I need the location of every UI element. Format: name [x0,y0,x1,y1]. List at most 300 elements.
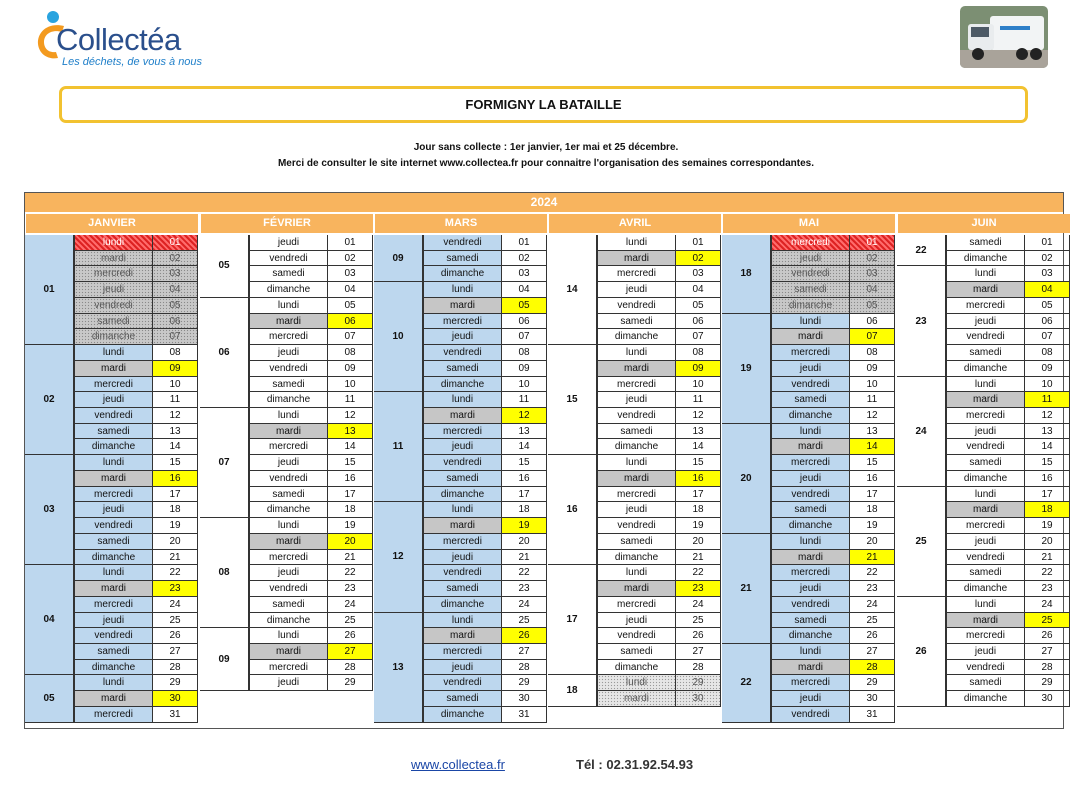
day-name: lundi [423,613,502,629]
day-row [946,266,1070,282]
day-row [597,345,721,361]
day-row [249,534,373,550]
day-number: 25 [502,613,547,629]
day-number: 08 [153,345,198,361]
collection-day-number: 23 [676,581,721,597]
day-name: dimanche [946,691,1025,707]
day-number: 27 [850,644,895,660]
day-name: dimanche [946,581,1025,597]
day-name: mercredi [771,345,850,361]
commune-title: FORMIGNY LA BATAILLE [59,86,1028,123]
day-row [946,251,1070,267]
day-name: mercredi [771,675,850,691]
day-name: mercredi [771,235,850,251]
day-name: vendredi [74,628,153,644]
day-name: lundi [597,345,676,361]
day-row [946,329,1070,345]
day-row [597,691,721,707]
day-row [946,613,1070,629]
collection-day-number: 09 [153,361,198,377]
day-name: mardi [249,314,328,330]
day-number: 13 [502,424,547,440]
day-row [249,628,373,644]
day-row [771,361,895,377]
day-row [74,282,198,298]
day-number: 24 [328,597,373,613]
day-name: jeudi [249,345,328,361]
collection-day-number: 20 [328,534,373,550]
collection-day-number: 06 [328,314,373,330]
day-name: mercredi [771,565,850,581]
day-row [423,550,547,566]
day-name: vendredi [249,361,328,377]
day-name: mercredi [74,377,153,393]
day-number: 12 [328,408,373,424]
day-name: jeudi [771,361,850,377]
day-row [74,550,198,566]
day-name: mercredi [423,644,502,660]
day-name: vendredi [771,487,850,503]
day-name: jeudi [597,282,676,298]
week-number: 21 [722,534,771,644]
day-number: 19 [676,518,721,534]
day-name: dimanche [423,707,502,723]
day-name: vendredi [771,597,850,613]
day-row [597,550,721,566]
day-number: 11 [502,392,547,408]
month-column [897,235,1071,723]
day-number: 11 [328,392,373,408]
day-row [249,439,373,455]
day-row [597,597,721,613]
day-number: 31 [502,707,547,723]
day-number: 23 [850,581,895,597]
day-number: 01 [328,235,373,251]
day-name: dimanche [597,329,676,345]
day-number: 10 [502,377,547,393]
day-name: dimanche [74,329,153,345]
day-name: dimanche [597,439,676,455]
day-name: samedi [946,345,1025,361]
day-name: jeudi [771,471,850,487]
day-name: samedi [249,377,328,393]
day-number: 03 [502,266,547,282]
day-row [249,455,373,471]
day-name: lundi [249,518,328,534]
day-name: lundi [423,392,502,408]
day-name: mardi [771,550,850,566]
day-name: mercredi [946,408,1025,424]
day-row [771,439,895,455]
day-name: mardi [597,581,676,597]
day-row [946,424,1070,440]
day-row [249,487,373,503]
day-number: 07 [1025,329,1070,345]
day-row [423,251,547,267]
day-row [771,424,895,440]
day-number: 19 [328,518,373,534]
day-row [597,282,721,298]
day-number: 02 [328,251,373,267]
day-name: mercredi [771,455,850,471]
day-row [423,235,547,251]
day-name: samedi [946,675,1025,691]
garbage-truck-photo [960,6,1048,68]
day-number: 15 [153,455,198,471]
day-row [597,471,721,487]
day-row [946,628,1070,644]
day-number: 25 [328,613,373,629]
day-name: mercredi [74,597,153,613]
day-number: 02 [850,251,895,267]
day-name: mercredi [597,266,676,282]
day-number: 16 [1025,471,1070,487]
day-name: vendredi [74,298,153,314]
day-number: 12 [676,408,721,424]
day-row [771,266,895,282]
day-number: 05 [328,298,373,314]
day-number: 01 [1025,235,1070,251]
day-number: 13 [1025,424,1070,440]
day-row [423,408,547,424]
day-number: 03 [153,266,198,282]
day-name: jeudi [597,502,676,518]
collection-calendar [24,192,1064,729]
day-number: 06 [1025,314,1070,330]
day-row [946,377,1070,393]
day-name: vendredi [74,518,153,534]
day-number: 08 [676,345,721,361]
day-number: 24 [850,597,895,613]
day-name: mercredi [249,660,328,676]
day-number: 09 [1025,361,1070,377]
day-name: lundi [74,565,153,581]
day-number: 17 [850,487,895,503]
day-name: mardi [74,361,153,377]
day-row [771,392,895,408]
day-row [249,408,373,424]
day-row [423,675,547,691]
day-number: 30 [1025,691,1070,707]
day-name: dimanche [771,298,850,314]
collection-day-number: 18 [1025,502,1070,518]
day-name: jeudi [74,502,153,518]
day-row [946,282,1070,298]
day-row [74,691,198,707]
day-name: samedi [423,251,502,267]
day-row [771,298,895,314]
day-row [423,266,547,282]
week-number: 04 [25,565,74,675]
collection-day-number: 25 [1025,613,1070,629]
day-row [249,424,373,440]
day-row [423,707,547,723]
day-number: 13 [676,424,721,440]
day-name: mercredi [74,266,153,282]
day-row [423,565,547,581]
week-number: 14 [548,235,597,345]
collection-day-number: 28 [850,660,895,676]
day-row [771,644,895,660]
day-number: 04 [676,282,721,298]
day-name: lundi [74,345,153,361]
day-row [946,534,1070,550]
collection-day-number: 09 [676,361,721,377]
week-number: 05 [25,675,74,722]
day-row [423,597,547,613]
day-name: jeudi [249,675,328,691]
day-number: 30 [502,691,547,707]
day-number: 28 [1025,660,1070,676]
day-name: samedi [74,534,153,550]
day-name: dimanche [249,392,328,408]
day-number: 04 [850,282,895,298]
week-number: 06 [200,298,249,408]
day-row [597,581,721,597]
day-row [946,361,1070,377]
day-name: mardi [597,361,676,377]
day-row [423,628,547,644]
day-name: lundi [249,628,328,644]
day-row [597,329,721,345]
day-row [423,660,547,676]
day-name: mardi [597,251,676,267]
day-name: vendredi [423,565,502,581]
day-name: jeudi [423,439,502,455]
day-name: mardi [423,518,502,534]
day-name: jeudi [597,392,676,408]
day-row [249,660,373,676]
day-number: 10 [328,377,373,393]
day-name: mercredi [74,487,153,503]
day-name: jeudi [249,455,328,471]
collection-day-number: 14 [850,439,895,455]
week-number: 13 [374,613,423,723]
day-row [249,251,373,267]
day-row [74,565,198,581]
day-row [771,329,895,345]
week-number: 22 [722,644,771,723]
day-row [74,675,198,691]
day-row [946,392,1070,408]
day-name: lundi [946,266,1025,282]
day-name: mardi [423,298,502,314]
day-row [946,518,1070,534]
day-name: lundi [597,235,676,251]
week-number: 16 [548,455,597,565]
day-name: lundi [771,424,850,440]
day-name: samedi [249,597,328,613]
collection-day-number: 16 [153,471,198,487]
day-row [423,377,547,393]
website-link[interactable]: www.collectea.fr [411,757,505,772]
day-number: 17 [153,487,198,503]
day-name: vendredi [597,408,676,424]
day-number: 24 [1025,597,1070,613]
day-number: 27 [502,644,547,660]
day-row [771,235,895,251]
day-number: 31 [153,707,198,723]
day-row [249,581,373,597]
day-number: 09 [502,361,547,377]
day-row [74,613,198,629]
day-number: 12 [1025,408,1070,424]
day-name: lundi [771,534,850,550]
month-header-3: AVRIL [549,214,721,233]
day-row [946,471,1070,487]
day-number: 10 [153,377,198,393]
day-name: mardi [597,691,676,707]
day-row [249,377,373,393]
day-number: 23 [328,581,373,597]
day-number: 07 [676,329,721,345]
day-name: dimanche [423,597,502,613]
month-header-5: JUIN [898,214,1070,233]
day-name: mercredi [423,534,502,550]
day-name: samedi [771,282,850,298]
week-number: 25 [897,487,946,597]
day-number: 24 [153,597,198,613]
day-number: 28 [676,660,721,676]
month-column [374,235,548,723]
day-name: dimanche [597,550,676,566]
day-number: 17 [1025,487,1070,503]
collection-day-number: 02 [676,251,721,267]
day-number: 20 [850,534,895,550]
day-name: samedi [597,644,676,660]
website-info-note: Merci de consulter le site internet www.collectea.fr pour connaitre l'organisation des semaines correspondantes. [277,158,815,169]
collectea-logo [34,6,204,68]
day-row [249,675,373,691]
day-name: samedi [423,581,502,597]
day-name: mardi [249,424,328,440]
day-name: dimanche [946,251,1025,267]
day-number: 25 [153,613,198,629]
day-name: mercredi [946,518,1025,534]
day-number: 15 [850,455,895,471]
day-number: 21 [328,550,373,566]
day-number: 20 [153,534,198,550]
day-row [249,565,373,581]
day-name: vendredi [74,408,153,424]
day-number: 18 [153,502,198,518]
day-name: lundi [423,502,502,518]
day-row [771,628,895,644]
day-number: 27 [153,644,198,660]
day-number: 28 [502,660,547,676]
day-number: 11 [676,392,721,408]
week-number: 05 [200,235,249,298]
day-name: mercredi [597,487,676,503]
day-name: jeudi [946,644,1025,660]
collection-day-number: 07 [850,329,895,345]
week-number: 01 [25,235,74,345]
week-number: 26 [897,597,946,707]
day-number: 17 [502,487,547,503]
day-name: samedi [74,314,153,330]
day-row [74,597,198,613]
day-row [423,298,547,314]
day-row [74,518,198,534]
day-name: lundi [74,455,153,471]
day-number: 05 [153,298,198,314]
week-number: 09 [374,235,423,282]
day-name: jeudi [946,534,1025,550]
day-row [771,251,895,267]
day-name: mercredi [946,298,1025,314]
day-name: mardi [597,471,676,487]
day-name: lundi [249,298,328,314]
day-number: 02 [1025,251,1070,267]
day-row [771,345,895,361]
day-name: vendredi [946,329,1025,345]
collection-day-number: 30 [153,691,198,707]
day-row [771,581,895,597]
day-number: 10 [850,377,895,393]
day-name: lundi [771,644,850,660]
day-row [249,345,373,361]
day-number: 14 [676,439,721,455]
day-number: 26 [1025,628,1070,644]
day-name: lundi [946,487,1025,503]
day-name: samedi [771,502,850,518]
day-name: vendredi [946,660,1025,676]
day-row [423,361,547,377]
day-row [74,424,198,440]
day-row [597,377,721,393]
day-name: lundi [74,235,153,251]
day-name: vendredi [597,518,676,534]
month-header-0: JANVIER [26,214,198,233]
day-row [597,660,721,676]
day-row [946,455,1070,471]
day-name: mardi [946,613,1025,629]
week-number: 08 [200,518,249,628]
day-number: 17 [328,487,373,503]
day-number: 12 [153,408,198,424]
day-name: dimanche [249,613,328,629]
day-number: 18 [850,502,895,518]
day-row [74,345,198,361]
week-number: 22 [897,235,946,266]
day-row [597,455,721,471]
day-number: 07 [502,329,547,345]
day-number: 18 [502,502,547,518]
day-row [249,235,373,251]
calendar-year: 2024 [25,193,1063,212]
day-row [249,361,373,377]
day-name: mardi [946,502,1025,518]
day-name: mardi [249,644,328,660]
day-name: mardi [423,628,502,644]
day-row [74,266,198,282]
day-number: 01 [153,235,198,251]
day-name: samedi [597,314,676,330]
day-number: 28 [328,660,373,676]
day-number: 22 [153,565,198,581]
day-number: 03 [328,266,373,282]
day-number: 29 [153,675,198,691]
month-header-2: MARS [375,214,547,233]
day-number: 20 [676,534,721,550]
day-row [249,282,373,298]
day-row [249,518,373,534]
day-name: vendredi [249,581,328,597]
day-number: 04 [502,282,547,298]
week-number: 23 [897,266,946,376]
day-row [74,644,198,660]
day-number: 31 [850,707,895,723]
